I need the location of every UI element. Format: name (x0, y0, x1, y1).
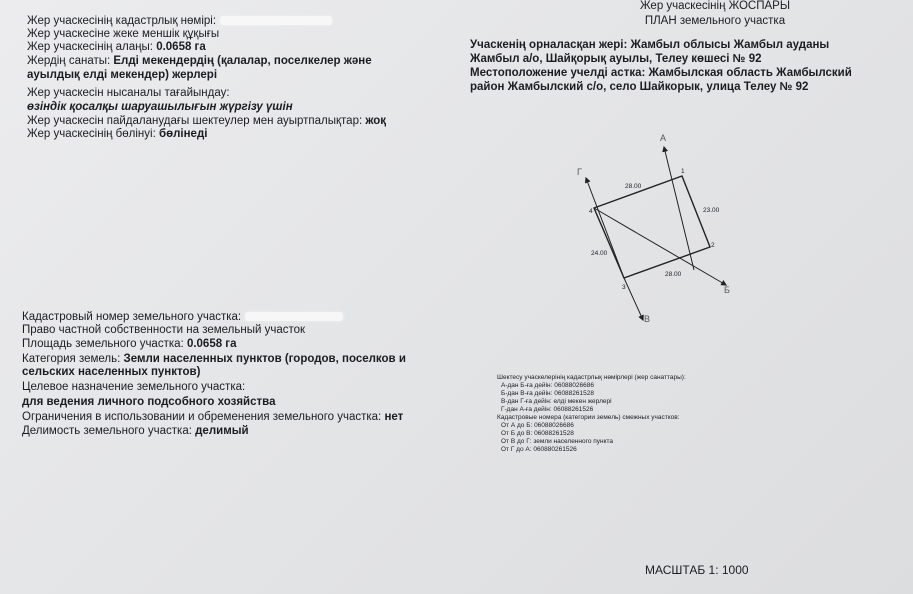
location-ru-2: район Жамбылский с/о, село Шайкорык, улица Телеу № 92 (470, 81, 809, 93)
kz-divisibility-label: Жер учаскесінің бөлінуі: (27, 128, 156, 140)
vertex-g-label: Г (577, 167, 582, 177)
scale-label: МАСШТАБ 1: 1000 (645, 563, 749, 577)
ru-area-value: 0.0658 га (186, 338, 237, 350)
kz-cadastral-label: Жер учаскесінің кадастрлық нөмірі: (27, 15, 217, 27)
point-2: 2 (711, 242, 715, 249)
point-4: 4 (589, 208, 593, 215)
ru-ownership-row (22, 324, 305, 337)
kz-area-label: Жер учаскесінің алаңы: (27, 41, 153, 53)
dim-right: 23.00 (703, 207, 720, 214)
ru-cadastral-row (22, 311, 343, 324)
point-3: 3 (622, 284, 626, 291)
kz-category-label: Жердің санаты: (27, 55, 111, 67)
ru-purpose-value: для ведения личного подсобного хозяйства (22, 396, 276, 408)
vertex-v-label: В (644, 314, 651, 324)
neighbors-ru-3: От В до Г: земли населенного пункта (501, 438, 614, 445)
ru-restrictions-label: Ограничения в использовании и обременения земельного участка: (22, 411, 382, 423)
kz-purpose-value: өзіндік қосалқы шаруашылығын жүргізу үшін (27, 101, 293, 113)
ru-area-row (22, 338, 237, 351)
dim-left: 24.00 (591, 250, 608, 257)
vertex-b-label: Б (724, 285, 730, 295)
ru-ownership-label: Право частной собственности на земельный участок (22, 324, 306, 336)
neighbors-ru-1: От А до Б: 06088026686 (501, 422, 574, 429)
kz-restrictions-label: Жер учаскесін пайдаланудағы шектеулер мен ауыртпалықтар: (27, 115, 363, 127)
ru-purpose-value-row (22, 396, 275, 409)
ru-divisibility-label: Делимость земельного участка: (22, 425, 192, 437)
redacted-cadastral-number-ru (245, 312, 343, 321)
ru-restrictions-value: нет (384, 411, 404, 423)
ru-area-label: Площадь земельного участка: (22, 338, 184, 350)
neighbors-ru-2: От Б до В: 06088261528 (501, 430, 574, 437)
ru-cadastral-label: Кадастровый номер земельного участка: (22, 311, 242, 323)
neighbors-kz-4: Г-дан А-ға дейін: 06088261526 (501, 406, 594, 413)
kz-ownership-label: Жер учаскесіне жеке меншік құқығы (27, 28, 220, 40)
kz-category-value-2: ауылдық елді мекендер) жерлері (27, 69, 218, 81)
dim-bottom: 28.00 (665, 271, 682, 278)
location-ru-1: Местоположение учелді астка: Жамбылская область Жамбылский (470, 67, 852, 79)
kz-category-value-1: Елді мекендердің (қалалар, поселкелер және (113, 55, 372, 67)
ru-category-row (22, 353, 406, 366)
axis-line-v (624, 278, 643, 320)
axis-line-b (594, 208, 726, 285)
point-1: 1 (681, 168, 685, 175)
neighbors-kz-1: А-дан Б-ға дейін: 06088026686 (501, 382, 594, 389)
kz-restrictions-value: жоқ (365, 115, 387, 127)
ru-purpose-label: Целевое назначение земельного участка: (22, 381, 246, 393)
ru-category-value-2: сельских населенных пунктов) (22, 366, 201, 378)
ru-purpose-row (22, 381, 245, 394)
vertex-a-label: А (660, 133, 667, 143)
neighbors-ru-title: Кадастровые номера (категории земель) смежных участков: (497, 414, 680, 421)
kz-purpose-label: Жер учаскесін нысаналы тағайындау: (27, 87, 230, 99)
ru-restrictions-row (22, 411, 403, 424)
ru-category-value-1: Земли населенных пунктов (городов, поселков и (123, 353, 406, 365)
dim-top: 28.00 (625, 183, 642, 190)
ru-category-row-2 (22, 366, 200, 379)
neighbors-kz-2: Б-дан В-ға дейін: 06088261528 (501, 390, 594, 397)
ru-category-label: Категория земель: (22, 353, 121, 365)
kz-divisibility-value: бөлінеді (158, 128, 208, 140)
location-kz-1: Учаскенің орналасқан жері: Жамбыл облысы Жамбыл ауданы (470, 39, 830, 51)
neighbors-kz-title: Шектесу учаскелерінің кадастрлық нөмірлері (жер санаттары): (497, 374, 686, 381)
neighbors-kz-3: В-дан Г-ға дейін: елді мекен жерлері (501, 398, 612, 405)
ru-divisibility-value: делимый (195, 425, 249, 437)
kz-area-value: 0.0658 га (156, 41, 206, 53)
plan-title-kz: Жер учаскесінің ЖОСПАРЫ (639, 0, 791, 12)
plan-title-ru: ПЛАН земельного участка (644, 15, 786, 27)
ru-divisibility-row (22, 425, 249, 438)
location-kz-2: Жамбыл а/о, Шайқорық ауылы, Телеу көшесі № 92 (470, 53, 762, 65)
neighbors-ru-4: От Г до А: 060880261526 (501, 446, 577, 453)
